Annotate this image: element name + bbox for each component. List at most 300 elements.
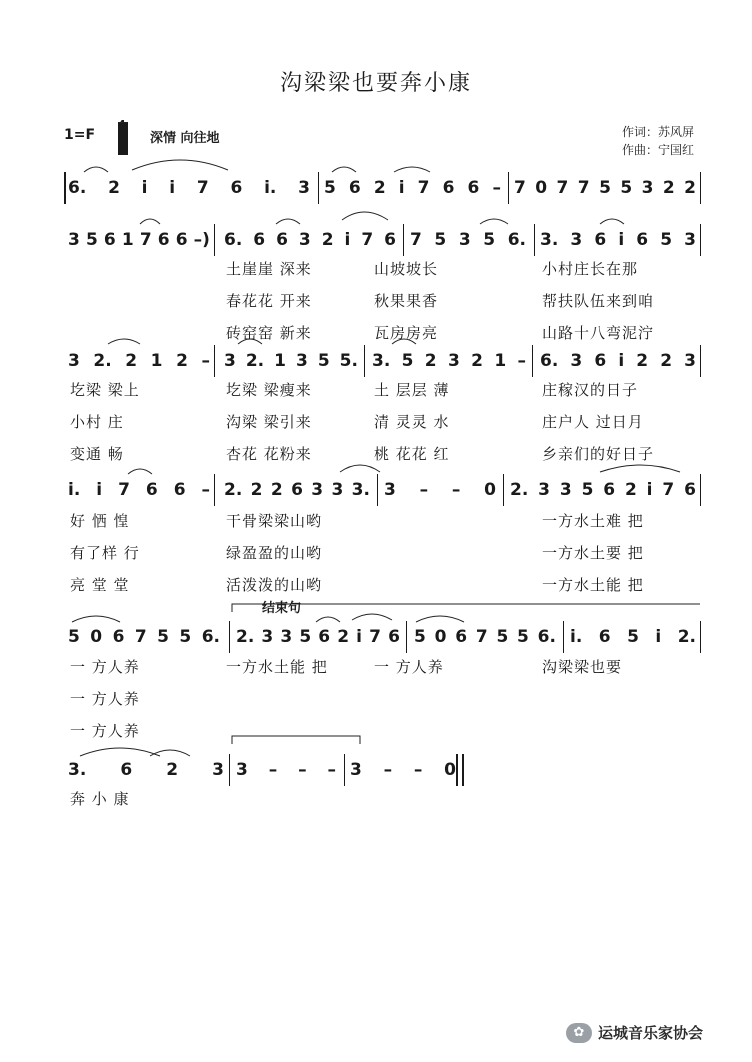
barline: [532, 345, 533, 377]
note: 6: [594, 351, 607, 371]
measure: [536, 341, 700, 381]
note: 6: [145, 480, 158, 500]
note: 7: [139, 230, 152, 250]
lyric-segment: [368, 290, 530, 314]
lyric-line: [0, 788, 752, 812]
note: 3: [684, 351, 696, 371]
time-divider: [118, 122, 128, 155]
note: 3: [261, 627, 274, 647]
note: 6.: [68, 178, 87, 198]
notation-row: [0, 220, 752, 260]
note: 2: [166, 760, 179, 780]
note: 3: [295, 351, 308, 371]
lyric-line: [0, 510, 752, 534]
note: 3: [570, 230, 583, 250]
lyric-text: 桃 花花 红: [374, 445, 450, 463]
measure-notes: [536, 351, 700, 371]
barline: [700, 224, 701, 256]
note: i.: [570, 627, 583, 647]
barline: [406, 621, 407, 653]
lyric-text: 一方水土能 把: [542, 576, 644, 594]
note: 5: [599, 178, 611, 198]
lyric-segment: [64, 258, 214, 282]
note: 5: [434, 230, 447, 250]
lyric-segment: [64, 788, 214, 812]
measure: [64, 341, 214, 381]
lyric-text: 干骨梁梁山哟: [226, 512, 323, 530]
note: –): [193, 230, 210, 250]
note: 7: [410, 230, 422, 250]
note: 6: [157, 230, 170, 250]
note: 2: [250, 480, 263, 500]
note: 5: [68, 627, 80, 647]
lyric-text: 庄户人 过日月: [542, 413, 644, 431]
note: i: [344, 230, 351, 250]
lyric-text: 清 灵灵 水: [374, 413, 450, 431]
note: 3: [236, 760, 248, 780]
lyric-segment: [368, 411, 530, 435]
note: 1: [494, 351, 507, 371]
measure-notes: [536, 230, 700, 250]
measure: [320, 168, 505, 208]
lyric-segment: [64, 656, 214, 680]
lyric-text: 有了样 行: [70, 544, 140, 562]
note: 3: [298, 178, 310, 198]
lyric-text: 小村庄长在那: [542, 260, 639, 278]
lyric-segment: [536, 788, 700, 812]
lyric-line: [0, 379, 752, 403]
lyric-text: 土崖崖 深来: [226, 260, 312, 278]
note: –: [327, 760, 336, 780]
lyric-segment: [536, 510, 700, 534]
note: 0: [434, 627, 447, 647]
note: 7: [417, 178, 430, 198]
lyric-text: 一 方人养: [374, 658, 444, 676]
lyric-segment: [536, 542, 700, 566]
lyric-line: [0, 258, 752, 282]
note: 2.: [93, 351, 112, 371]
notation-row: [0, 470, 752, 510]
note: 2: [636, 351, 649, 371]
measure-notes: [380, 480, 500, 500]
note: 1: [121, 230, 134, 250]
note: 3: [458, 230, 471, 250]
note: 2: [684, 178, 696, 198]
measure-notes: [566, 627, 700, 647]
note: i: [96, 480, 103, 500]
lyric-text: 庄稼汉的日子: [542, 381, 639, 399]
lyric-segment: [220, 542, 364, 566]
notation-row: [0, 617, 752, 657]
measure: [510, 168, 700, 208]
note: –: [298, 760, 307, 780]
lyric-segment: [64, 443, 214, 467]
measure: [220, 220, 400, 260]
measure: [64, 168, 314, 208]
note: 2: [176, 351, 188, 371]
lyric-segment: [536, 720, 700, 744]
note: 6: [598, 627, 611, 647]
lyric-text: 沟梁梁也要: [542, 658, 623, 676]
barline: [534, 224, 535, 256]
note: 6: [684, 480, 696, 500]
note: –: [451, 480, 461, 500]
note: 3: [298, 230, 311, 250]
lyric-text: 圪梁 梁上: [70, 381, 140, 399]
lyric-text: 砖窑窑 新来: [226, 324, 312, 342]
lyric-line: [0, 290, 752, 314]
note: 6.: [507, 230, 526, 250]
lyric-text: 春花花 开来: [226, 292, 312, 310]
note: 6: [120, 760, 133, 780]
note: 2: [373, 178, 386, 198]
measure: [380, 470, 500, 510]
note: 3: [311, 480, 324, 500]
barline: [700, 621, 701, 653]
barline: [229, 621, 230, 653]
note: 2: [337, 627, 350, 647]
lyric-text: 活泼泼的山哟: [226, 576, 323, 594]
lyric-line: [0, 688, 752, 712]
measure: [566, 617, 700, 657]
measure-notes: [410, 627, 560, 647]
measure: [64, 750, 228, 790]
note: –: [517, 351, 526, 371]
note: 2.: [236, 627, 255, 647]
lyric-text: 好 恓 惶: [70, 512, 130, 530]
note: 2.: [677, 627, 696, 647]
lyric-segment: [220, 788, 364, 812]
key-signature: 1=F: [64, 127, 96, 143]
note: 3: [68, 230, 80, 250]
note: 6.: [537, 627, 556, 647]
measure: [232, 617, 404, 657]
measure: [64, 220, 214, 260]
measure: [232, 750, 340, 790]
note: 2: [125, 351, 138, 371]
note: 7: [556, 178, 569, 198]
note: 6: [455, 627, 468, 647]
note: 6: [253, 230, 266, 250]
lyric-line: [0, 411, 752, 435]
lyric-text: 变通 畅: [70, 445, 124, 463]
note: 2: [108, 178, 120, 198]
lyric-segment: [368, 322, 530, 346]
lyric-segment: [220, 290, 364, 314]
lyric-text: 山路十八弯泥泞: [542, 324, 655, 342]
lyric-text: 山坡坡长: [374, 260, 439, 278]
lyric-segment: [220, 510, 364, 534]
lyric-text: 瓦房房亮: [374, 324, 439, 342]
lyric-line: [0, 542, 752, 566]
lyric-text: 土 层层 薄: [374, 381, 450, 399]
note: 5: [517, 627, 529, 647]
note: i: [356, 627, 362, 647]
lyric-line: [0, 322, 752, 346]
lyric-line: [0, 656, 752, 680]
note: 5.: [339, 351, 358, 371]
note: 5: [157, 627, 169, 647]
note: 3.: [351, 480, 370, 500]
lyric-text: 一 方人养: [70, 658, 140, 676]
note: 5: [496, 627, 509, 647]
measure-notes: [320, 178, 505, 198]
note: 3: [538, 480, 550, 500]
lyric-text: 一 方人养: [70, 690, 140, 708]
measure-notes: [506, 480, 700, 500]
lyric-segment: [64, 510, 214, 534]
note: 3: [684, 230, 696, 250]
ending-label: 结束句: [262, 601, 302, 616]
note: 6.: [224, 230, 243, 250]
tempo-marking: 深情 向往地: [150, 131, 220, 146]
note: 5: [317, 351, 330, 371]
measure-notes: [64, 230, 214, 250]
lyric-segment: [368, 443, 530, 467]
notation-row: [0, 750, 752, 790]
note: i: [169, 178, 176, 198]
lyric-segment: [536, 290, 700, 314]
measure-notes: [64, 760, 228, 780]
note: 3: [68, 351, 80, 371]
lyric-text: 杏花 花粉来: [226, 445, 312, 463]
note: 5: [627, 627, 639, 647]
lyric-segment: [368, 788, 530, 812]
lyric-segment: [536, 656, 700, 680]
note: 3: [559, 480, 572, 500]
note: 7: [118, 480, 130, 500]
lyric-segment: [64, 379, 214, 403]
note: 1: [274, 351, 286, 371]
lyric-text: 圪梁 梁瘦来: [226, 381, 312, 399]
note: 5: [299, 627, 312, 647]
lyric-text: 一方水土难 把: [542, 512, 644, 530]
note: i: [618, 351, 625, 371]
note: –: [413, 760, 423, 780]
lyric-text: 乡亲们的好日子: [542, 445, 655, 463]
note: 3.: [68, 760, 87, 780]
note: 5: [85, 230, 98, 250]
note: –: [492, 178, 501, 198]
barline: [214, 474, 215, 506]
note: 6: [384, 230, 396, 250]
note: 3: [641, 178, 654, 198]
note: 6: [594, 230, 607, 250]
lyric-text: 一方水土能 把: [226, 658, 328, 676]
lyric-text: 奔 小 康: [70, 790, 130, 808]
note: 6: [276, 230, 288, 250]
note: 5: [581, 480, 594, 500]
note: 3: [224, 351, 236, 371]
lyric-text: 绿盈盈的山哟: [226, 544, 323, 562]
note: 5: [324, 178, 336, 198]
note: 7: [369, 627, 381, 647]
measure: [346, 750, 460, 790]
note: i.: [264, 178, 277, 198]
note: 6: [467, 178, 480, 198]
note: 5: [401, 351, 414, 371]
measure-notes: [220, 230, 400, 250]
lyric-line: [0, 574, 752, 598]
measure-notes: [64, 178, 314, 198]
note: 0: [535, 178, 548, 198]
note: 2.: [224, 480, 243, 500]
note: i: [655, 627, 662, 647]
barline: [403, 224, 404, 256]
measure-notes: [346, 760, 460, 780]
note: 0: [484, 480, 496, 500]
note: 3.: [372, 351, 391, 371]
lyric-segment: [368, 258, 530, 282]
barline: [214, 345, 215, 377]
note: –: [201, 351, 210, 371]
note: 3: [447, 351, 460, 371]
barline: [462, 754, 464, 786]
measure: [64, 617, 224, 657]
lyric-segment: [536, 443, 700, 467]
note: 7: [577, 178, 590, 198]
note: 6: [112, 627, 125, 647]
lyric-segment: [536, 688, 700, 712]
measure-notes: [64, 480, 214, 500]
lyric-segment: [368, 656, 530, 680]
measure: [536, 220, 700, 260]
note: 6: [175, 230, 188, 250]
lyric-segment: [220, 688, 364, 712]
note: 2.: [245, 351, 265, 371]
lyric-segment: [64, 688, 214, 712]
note: 7: [196, 178, 209, 198]
note: 2: [624, 480, 637, 500]
note: 0: [90, 627, 103, 647]
measure-notes: [510, 178, 700, 198]
note: 3: [350, 760, 362, 780]
time-signature: [118, 118, 126, 146]
lyric-segment: [368, 510, 530, 534]
note: 5: [179, 627, 192, 647]
note: i: [141, 178, 148, 198]
note: 3: [570, 351, 583, 371]
note: 6: [230, 178, 243, 198]
lyric-segment: [368, 688, 530, 712]
note: 7: [134, 627, 147, 647]
lyric-segment: [220, 379, 364, 403]
note: 5: [660, 230, 673, 250]
lyric-segment: [64, 411, 214, 435]
note: 7: [662, 480, 675, 500]
wechat-icon: ✿: [566, 1023, 592, 1043]
measure: [410, 617, 560, 657]
measure-notes: [232, 760, 340, 780]
measure-notes: [64, 627, 224, 647]
note: i.: [68, 480, 81, 500]
note: 3: [331, 480, 344, 500]
lyric-segment: [536, 574, 700, 598]
measure: [506, 470, 700, 510]
note: i: [618, 230, 625, 250]
note: 5: [414, 627, 426, 647]
barline: [563, 621, 564, 653]
note: 0: [444, 760, 456, 780]
measure: [406, 220, 530, 260]
note: i: [398, 178, 405, 198]
lyricist-credit: 作词：苏风屏: [622, 125, 695, 139]
note: 7: [514, 178, 526, 198]
lyric-segment: [220, 258, 364, 282]
note: i: [646, 480, 653, 500]
barline: [508, 172, 509, 204]
note: –: [201, 480, 210, 500]
note: 3: [384, 480, 396, 500]
lyric-segment: [220, 411, 364, 435]
note: –: [268, 760, 278, 780]
note: 3: [212, 760, 224, 780]
lyric-text: 一方水土要 把: [542, 544, 644, 562]
note: 2: [270, 480, 283, 500]
measure: [64, 470, 214, 510]
barline: [503, 474, 504, 506]
note: 6: [318, 627, 331, 647]
note: 3: [280, 627, 293, 647]
barline: [214, 224, 215, 256]
note: 7: [361, 230, 374, 250]
lyric-segment: [368, 720, 530, 744]
barline: [700, 474, 701, 506]
barline: [344, 754, 345, 786]
note: 6.: [201, 627, 220, 647]
note: 2: [321, 230, 334, 250]
measure: [368, 341, 530, 381]
note: 6: [103, 230, 116, 250]
measure-notes: [220, 480, 374, 500]
note: –: [383, 760, 393, 780]
barline: [364, 345, 365, 377]
note: 6.: [540, 351, 559, 371]
note: 6: [636, 230, 649, 250]
barline: [700, 345, 701, 377]
note: 6: [348, 178, 361, 198]
barline: [64, 172, 66, 204]
lyric-segment: [536, 322, 700, 346]
lyric-segment: [536, 411, 700, 435]
lyric-text: 秋果果香: [374, 292, 439, 310]
lyric-segment: [536, 258, 700, 282]
note: 2: [471, 351, 483, 371]
measure: [220, 470, 374, 510]
measure-notes: [220, 351, 362, 371]
measure-notes: [368, 351, 530, 371]
note: –: [419, 480, 429, 500]
lyric-line: [0, 720, 752, 744]
note: 5: [620, 178, 633, 198]
notation-row: [0, 341, 752, 381]
song-title: 沟梁梁也要奔小康: [279, 71, 472, 96]
note: 6: [173, 480, 186, 500]
note: 1: [150, 351, 163, 371]
lyric-segment: [64, 290, 214, 314]
note: 6: [442, 178, 455, 198]
lyric-segment: [368, 574, 530, 598]
lyric-segment: [220, 322, 364, 346]
watermark: [566, 1022, 703, 1043]
lyric-segment: [64, 542, 214, 566]
note: 6: [388, 627, 400, 647]
lyric-segment: [220, 574, 364, 598]
barline: [318, 172, 319, 204]
measure-notes: [406, 230, 530, 250]
note: 2: [660, 351, 673, 371]
barline: [377, 474, 378, 506]
